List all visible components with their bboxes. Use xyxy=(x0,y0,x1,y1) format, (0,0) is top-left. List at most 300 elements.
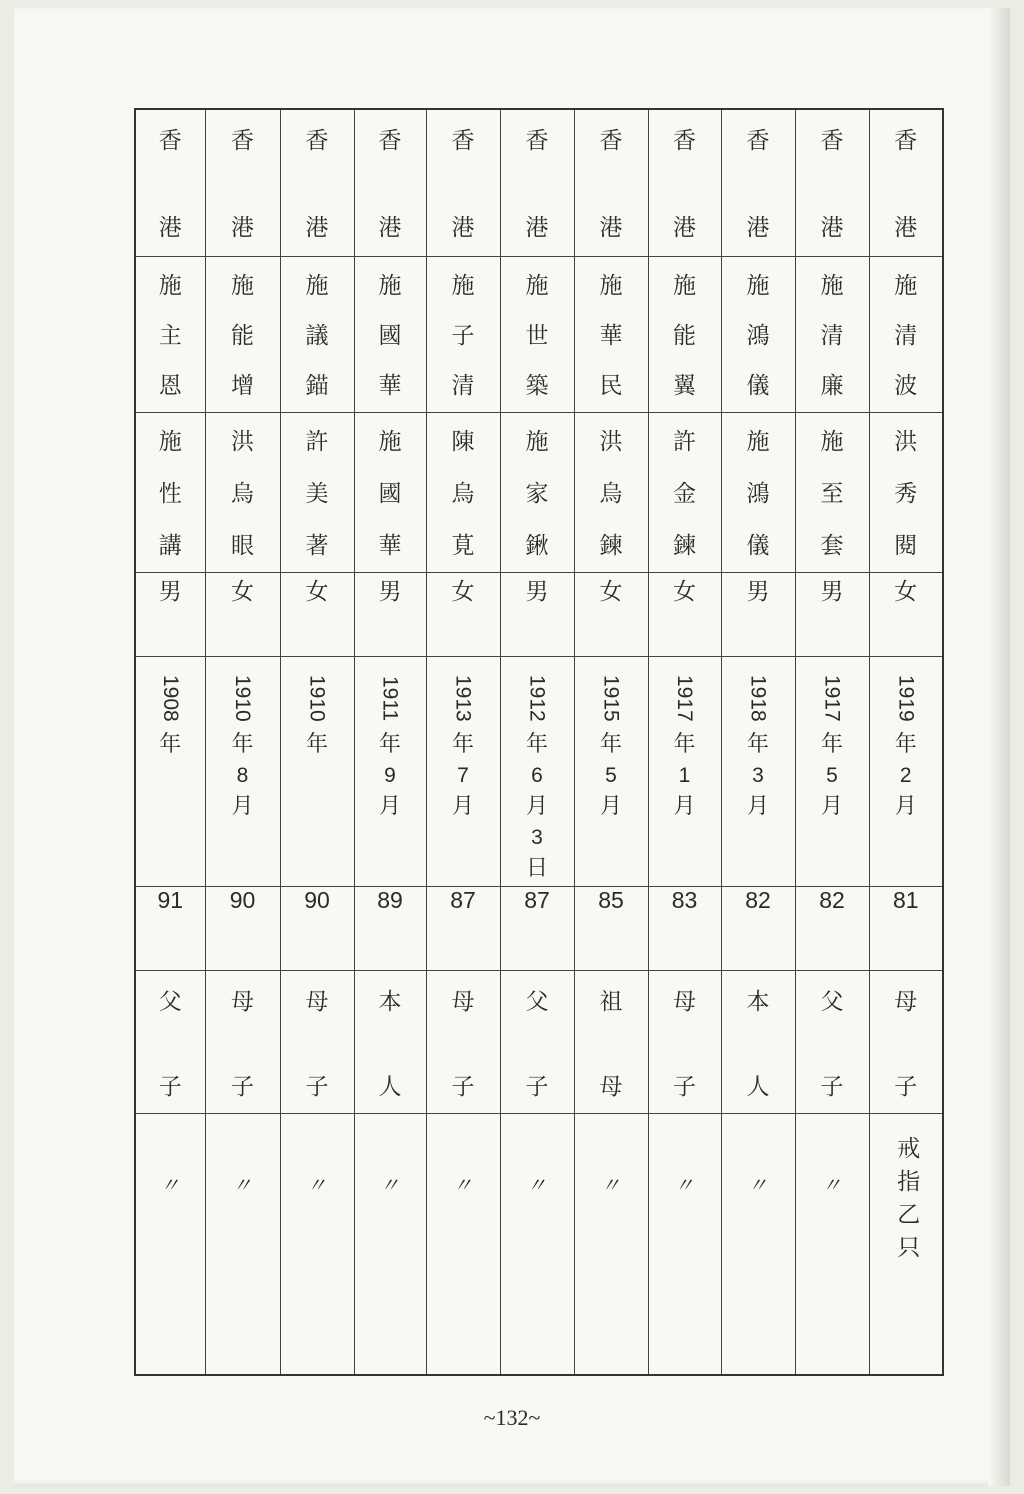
relation-chars xyxy=(796,971,869,1113)
place-cell xyxy=(648,109,721,256)
birth-date xyxy=(427,657,500,822)
sex-cell: 女 xyxy=(426,572,500,656)
birth-cell xyxy=(869,656,943,886)
birth-date xyxy=(649,657,721,822)
relation-char: 人 xyxy=(746,1073,770,1100)
birth-date xyxy=(796,657,869,822)
registrant-char: 著 xyxy=(305,532,329,559)
name-char: 華 xyxy=(599,322,623,349)
birth-date xyxy=(136,657,205,760)
name-cell xyxy=(500,256,574,412)
name-char: 廉 xyxy=(820,372,844,399)
birth-part: 年 xyxy=(525,731,548,757)
place-char: 香 xyxy=(158,128,182,154)
registrant-chars xyxy=(649,413,721,572)
name-cell xyxy=(795,256,869,412)
age-cell: 87 xyxy=(500,886,574,970)
registrant-char: 眼 xyxy=(231,532,254,559)
place-char: 香 xyxy=(673,128,696,154)
relation-char: 子 xyxy=(525,1073,549,1100)
relation-char: 祖 xyxy=(599,988,623,1015)
relation-char: 母 xyxy=(451,988,475,1015)
place-char: 香 xyxy=(599,128,623,154)
name-char: 議 xyxy=(305,322,329,349)
registrant-char: 烏 xyxy=(599,480,623,507)
note-cell xyxy=(869,1113,943,1375)
registrant-char: 烏 xyxy=(451,480,475,507)
register-table xyxy=(134,108,944,1376)
relation-cell xyxy=(205,970,280,1113)
relation-chars xyxy=(575,971,648,1113)
row-birth-date xyxy=(135,656,943,886)
birth-part: 8 xyxy=(236,763,249,787)
registrant-char: 講 xyxy=(158,532,182,559)
age-cell: 83 xyxy=(648,886,721,970)
birth-part: 月 xyxy=(820,793,843,819)
registrant-char: 閱 xyxy=(894,532,918,559)
name-char: 儀 xyxy=(746,372,770,399)
name-char: 築 xyxy=(525,372,549,399)
name-cell xyxy=(354,256,426,412)
birth-date xyxy=(501,657,574,884)
birth-part: 月 xyxy=(378,793,401,819)
registrant-cell xyxy=(574,412,648,572)
relation-cell xyxy=(648,970,721,1113)
relation-chars xyxy=(870,971,943,1113)
name-char: 施 xyxy=(525,272,549,299)
page-spine-shadow xyxy=(988,8,1010,1486)
row-place xyxy=(135,109,943,256)
registrant-char: 烏 xyxy=(231,480,254,507)
row-name xyxy=(135,256,943,412)
place-chars xyxy=(355,110,426,256)
row-note xyxy=(135,1113,943,1375)
sex-cell: 男 xyxy=(135,572,205,656)
birth-part: 月 xyxy=(894,793,917,819)
name-char: 清 xyxy=(451,372,475,399)
place-char: 港 xyxy=(305,214,329,241)
note-ditto-mark: 〃 xyxy=(379,1172,401,1197)
name-chars xyxy=(355,257,426,412)
name-char: 清 xyxy=(894,322,918,349)
relation-cell xyxy=(869,970,943,1113)
place-chars xyxy=(649,110,721,256)
name-chars xyxy=(722,257,795,412)
place-chars xyxy=(427,110,500,256)
place-char: 港 xyxy=(673,214,696,241)
birth-date xyxy=(355,657,426,822)
name-char: 恩 xyxy=(158,372,182,399)
birth-part: 日 xyxy=(525,855,548,881)
birth-part: 年 xyxy=(231,731,254,757)
birth-year: 1918 xyxy=(746,675,770,722)
note-cell xyxy=(795,1113,869,1375)
birth-cell xyxy=(574,656,648,886)
age-cell: 82 xyxy=(721,886,795,970)
name-char: 民 xyxy=(599,372,623,399)
birth-part: 年 xyxy=(305,731,328,757)
registrant-char: 莧 xyxy=(451,532,475,559)
birth-cell xyxy=(135,656,205,886)
birth-part: 9 xyxy=(384,763,396,787)
place-cell xyxy=(426,109,500,256)
registrant-chars xyxy=(722,413,795,572)
name-char: 施 xyxy=(378,272,402,299)
birth-part: 年 xyxy=(673,731,696,757)
birth-year: 1912 xyxy=(525,675,549,722)
name-char: 施 xyxy=(599,272,623,299)
relation-cell xyxy=(354,970,426,1113)
name-char: 施 xyxy=(158,272,182,299)
birth-part: 月 xyxy=(525,793,548,819)
place-chars xyxy=(575,110,648,256)
sex-cell: 女 xyxy=(205,572,280,656)
name-char: 翼 xyxy=(673,372,696,399)
name-chars xyxy=(575,257,648,412)
place-chars xyxy=(281,110,354,256)
note-cell xyxy=(280,1113,354,1375)
place-chars xyxy=(722,110,795,256)
name-char: 子 xyxy=(451,322,475,349)
registrant-chars xyxy=(281,413,354,572)
note-cell xyxy=(500,1113,574,1375)
place-char: 港 xyxy=(451,214,475,241)
birth-cell xyxy=(795,656,869,886)
registrant-cell xyxy=(426,412,500,572)
registrant-char: 洪 xyxy=(231,428,254,455)
note-ditto-mark: 〃 xyxy=(821,1172,843,1197)
relation-char: 母 xyxy=(231,988,254,1015)
relation-cell xyxy=(721,970,795,1113)
birth-part: 5 xyxy=(826,763,838,787)
place-char: 港 xyxy=(378,214,402,241)
sex-cell: 女 xyxy=(869,572,943,656)
birth-cell xyxy=(721,656,795,886)
relation-char: 子 xyxy=(305,1073,329,1100)
name-char: 主 xyxy=(158,322,182,349)
relation-char: 子 xyxy=(158,1073,182,1100)
relation-char: 父 xyxy=(158,988,182,1015)
birth-part: 年 xyxy=(451,731,474,757)
name-char: 施 xyxy=(305,272,329,299)
place-cell xyxy=(795,109,869,256)
birth-year: 1915 xyxy=(599,675,623,722)
birth-year: 1917 xyxy=(673,675,696,722)
registrant-char: 鴻 xyxy=(746,480,770,507)
relation-char: 子 xyxy=(894,1073,918,1100)
birth-part: 年 xyxy=(820,731,843,757)
relation-char: 母 xyxy=(305,988,329,1015)
name-cell xyxy=(869,256,943,412)
name-chars xyxy=(870,257,943,412)
birth-year: 1910 xyxy=(305,675,329,722)
row-relation xyxy=(135,970,943,1113)
registrant-chars xyxy=(796,413,869,572)
registrant-chars xyxy=(206,413,280,572)
place-char: 港 xyxy=(231,214,254,241)
relation-char: 子 xyxy=(820,1073,844,1100)
note-ditto-mark: 〃 xyxy=(159,1172,181,1197)
place-chars xyxy=(136,110,205,256)
birth-part: 月 xyxy=(673,793,696,819)
name-char: 波 xyxy=(894,372,918,399)
relation-chars xyxy=(427,971,500,1113)
birth-part: 年 xyxy=(746,731,769,757)
name-char: 施 xyxy=(820,272,844,299)
sex-cell: 男 xyxy=(500,572,574,656)
registrant-char: 許 xyxy=(305,428,329,455)
birth-part: 月 xyxy=(231,793,254,819)
place-char: 香 xyxy=(231,128,254,154)
note-cell xyxy=(426,1113,500,1375)
place-cell xyxy=(135,109,205,256)
note-cell xyxy=(648,1113,721,1375)
birth-part: 5 xyxy=(605,763,617,787)
place-char: 香 xyxy=(451,128,475,154)
name-chars xyxy=(136,257,205,412)
name-char: 清 xyxy=(820,322,844,349)
relation-char: 父 xyxy=(820,988,844,1015)
name-chars xyxy=(501,257,574,412)
name-char: 增 xyxy=(231,372,254,399)
place-char: 香 xyxy=(820,128,844,154)
name-char: 能 xyxy=(673,322,696,349)
birth-year: 1917 xyxy=(820,675,844,722)
relation-char: 本 xyxy=(746,988,770,1015)
place-chars xyxy=(501,110,574,256)
name-cell xyxy=(135,256,205,412)
relation-char: 子 xyxy=(451,1073,475,1100)
name-char: 能 xyxy=(231,322,254,349)
sex-cell: 女 xyxy=(280,572,354,656)
birth-cell xyxy=(280,656,354,886)
name-chars xyxy=(649,257,721,412)
birth-part: 1 xyxy=(678,763,691,787)
sex-cell: 女 xyxy=(574,572,648,656)
relation-cell xyxy=(280,970,354,1113)
birth-date xyxy=(575,657,648,822)
relation-cell xyxy=(426,970,500,1113)
place-chars xyxy=(206,110,280,256)
registrant-char: 儀 xyxy=(746,532,770,559)
sex-cell: 男 xyxy=(721,572,795,656)
registrant-char: 家 xyxy=(525,480,549,507)
sex-cell: 男 xyxy=(795,572,869,656)
place-chars xyxy=(796,110,869,256)
birth-year: 1919 xyxy=(894,675,918,722)
registrant-char: 施 xyxy=(158,428,182,455)
registrant-cell xyxy=(795,412,869,572)
note-ditto-mark: 〃 xyxy=(306,1172,328,1197)
name-cell xyxy=(721,256,795,412)
place-char: 港 xyxy=(158,214,182,241)
name-cell xyxy=(574,256,648,412)
registrant-char: 國 xyxy=(378,480,402,507)
name-chars xyxy=(281,257,354,412)
row-registrant xyxy=(135,412,943,572)
registrant-char: 鍊 xyxy=(599,532,623,559)
place-char: 香 xyxy=(378,128,402,154)
registrant-char: 性 xyxy=(158,480,182,507)
registrant-char: 陳 xyxy=(451,428,475,455)
relation-char: 人 xyxy=(378,1073,402,1100)
registrant-char: 套 xyxy=(820,532,844,559)
registrant-char: 施 xyxy=(820,428,844,455)
registrant-char: 華 xyxy=(378,532,402,559)
birth-cell xyxy=(205,656,280,886)
relation-char: 子 xyxy=(673,1073,696,1100)
age-cell: 90 xyxy=(280,886,354,970)
age-cell: 90 xyxy=(205,886,280,970)
relation-char: 子 xyxy=(231,1073,254,1100)
name-char: 施 xyxy=(451,272,475,299)
registrant-char: 美 xyxy=(305,480,329,507)
birth-part: 年 xyxy=(894,731,917,757)
place-char: 港 xyxy=(599,214,623,241)
registrant-chars xyxy=(501,413,574,572)
registrant-chars xyxy=(136,413,205,572)
registrant-cell xyxy=(500,412,574,572)
name-chars xyxy=(796,257,869,412)
age-cell: 89 xyxy=(354,886,426,970)
birth-cell xyxy=(648,656,721,886)
registrant-char: 金 xyxy=(673,480,696,507)
place-cell xyxy=(354,109,426,256)
registrant-char: 許 xyxy=(673,428,696,455)
registrant-cell xyxy=(135,412,205,572)
registrant-char: 洪 xyxy=(599,428,623,455)
relation-chars xyxy=(501,971,574,1113)
relation-cell xyxy=(135,970,205,1113)
age-cell: 81 xyxy=(869,886,943,970)
birth-cell xyxy=(354,656,426,886)
birth-part: 7 xyxy=(457,763,469,787)
birth-part: 月 xyxy=(746,793,769,819)
birth-part: 月 xyxy=(451,793,474,819)
name-cell xyxy=(280,256,354,412)
registrant-char: 施 xyxy=(525,428,549,455)
place-char: 港 xyxy=(746,214,770,241)
name-chars xyxy=(427,257,500,412)
registrant-chars xyxy=(575,413,648,572)
birth-date xyxy=(870,657,943,822)
birth-part: 月 xyxy=(599,793,622,819)
relation-char: 母 xyxy=(673,988,696,1015)
birth-cell xyxy=(500,656,574,886)
sex-cell: 女 xyxy=(648,572,721,656)
relation-chars xyxy=(136,971,205,1113)
note-cell xyxy=(354,1113,426,1375)
relation-chars xyxy=(206,971,280,1113)
note-cell xyxy=(205,1113,280,1375)
place-char: 港 xyxy=(525,214,549,241)
birth-year: 1908 xyxy=(158,675,182,722)
birth-part: 3 xyxy=(531,825,543,849)
note-ditto-mark: 〃 xyxy=(526,1172,548,1197)
row-age xyxy=(135,886,943,970)
name-char: 鴻 xyxy=(746,322,770,349)
name-char: 施 xyxy=(894,272,918,299)
birth-year: 1913 xyxy=(451,675,475,722)
name-char: 施 xyxy=(231,272,254,299)
age-cell: 85 xyxy=(574,886,648,970)
place-cell xyxy=(574,109,648,256)
registrant-char: 至 xyxy=(820,480,844,507)
place-char: 港 xyxy=(820,214,844,241)
birth-cell xyxy=(426,656,500,886)
place-char: 港 xyxy=(894,214,918,241)
birth-year: 1910 xyxy=(231,675,254,722)
place-char: 香 xyxy=(525,128,549,154)
birth-date xyxy=(206,657,280,822)
registrant-chars xyxy=(427,413,500,572)
birth-part: 年 xyxy=(599,731,622,757)
registrant-char: 秀 xyxy=(894,480,918,507)
note-ditto-mark: 〃 xyxy=(747,1172,769,1197)
note-ditto-mark: 〃 xyxy=(452,1172,474,1197)
place-cell xyxy=(869,109,943,256)
name-cell xyxy=(648,256,721,412)
birth-part: 年 xyxy=(159,731,182,757)
registrant-char: 洪 xyxy=(894,428,918,455)
relation-chars xyxy=(355,971,426,1113)
birth-part: 3 xyxy=(752,763,764,787)
registrant-cell xyxy=(205,412,280,572)
name-char: 華 xyxy=(378,372,402,399)
registrant-chars xyxy=(870,413,943,572)
birth-part: 6 xyxy=(531,763,543,787)
place-chars xyxy=(870,110,943,256)
relation-cell xyxy=(574,970,648,1113)
registrant-cell xyxy=(354,412,426,572)
age-cell: 87 xyxy=(426,886,500,970)
note-ditto-mark: 〃 xyxy=(232,1172,253,1197)
relation-chars xyxy=(649,971,721,1113)
name-char: 施 xyxy=(746,272,770,299)
place-char: 香 xyxy=(305,128,329,154)
registrant-char: 施 xyxy=(746,428,770,455)
note-cell xyxy=(721,1113,795,1375)
registrant-chars xyxy=(355,413,426,572)
registrant-cell xyxy=(280,412,354,572)
relation-char: 母 xyxy=(894,988,918,1015)
relation-char: 父 xyxy=(525,988,549,1015)
sex-cell: 男 xyxy=(354,572,426,656)
page-number: ~132~ xyxy=(483,1405,541,1430)
place-cell xyxy=(721,109,795,256)
name-char: 世 xyxy=(525,322,549,349)
relation-chars xyxy=(722,971,795,1113)
note-text: 戒指乙只 xyxy=(893,1135,920,1268)
birth-part: 年 xyxy=(378,731,401,757)
place-char: 香 xyxy=(746,128,770,154)
name-char: 施 xyxy=(673,272,696,299)
name-chars xyxy=(206,257,280,412)
note-cell xyxy=(574,1113,648,1375)
note-ditto-mark: 〃 xyxy=(674,1172,695,1197)
relation-cell xyxy=(500,970,574,1113)
registrant-cell xyxy=(869,412,943,572)
place-cell xyxy=(500,109,574,256)
birth-date xyxy=(281,657,354,760)
relation-chars xyxy=(281,971,354,1113)
registrant-char: 鍬 xyxy=(525,532,549,559)
name-char: 錨 xyxy=(305,372,329,399)
birth-date xyxy=(722,657,795,822)
registrant-char: 鍊 xyxy=(673,532,696,559)
place-char: 香 xyxy=(894,128,918,154)
relation-char: 本 xyxy=(378,988,402,1015)
